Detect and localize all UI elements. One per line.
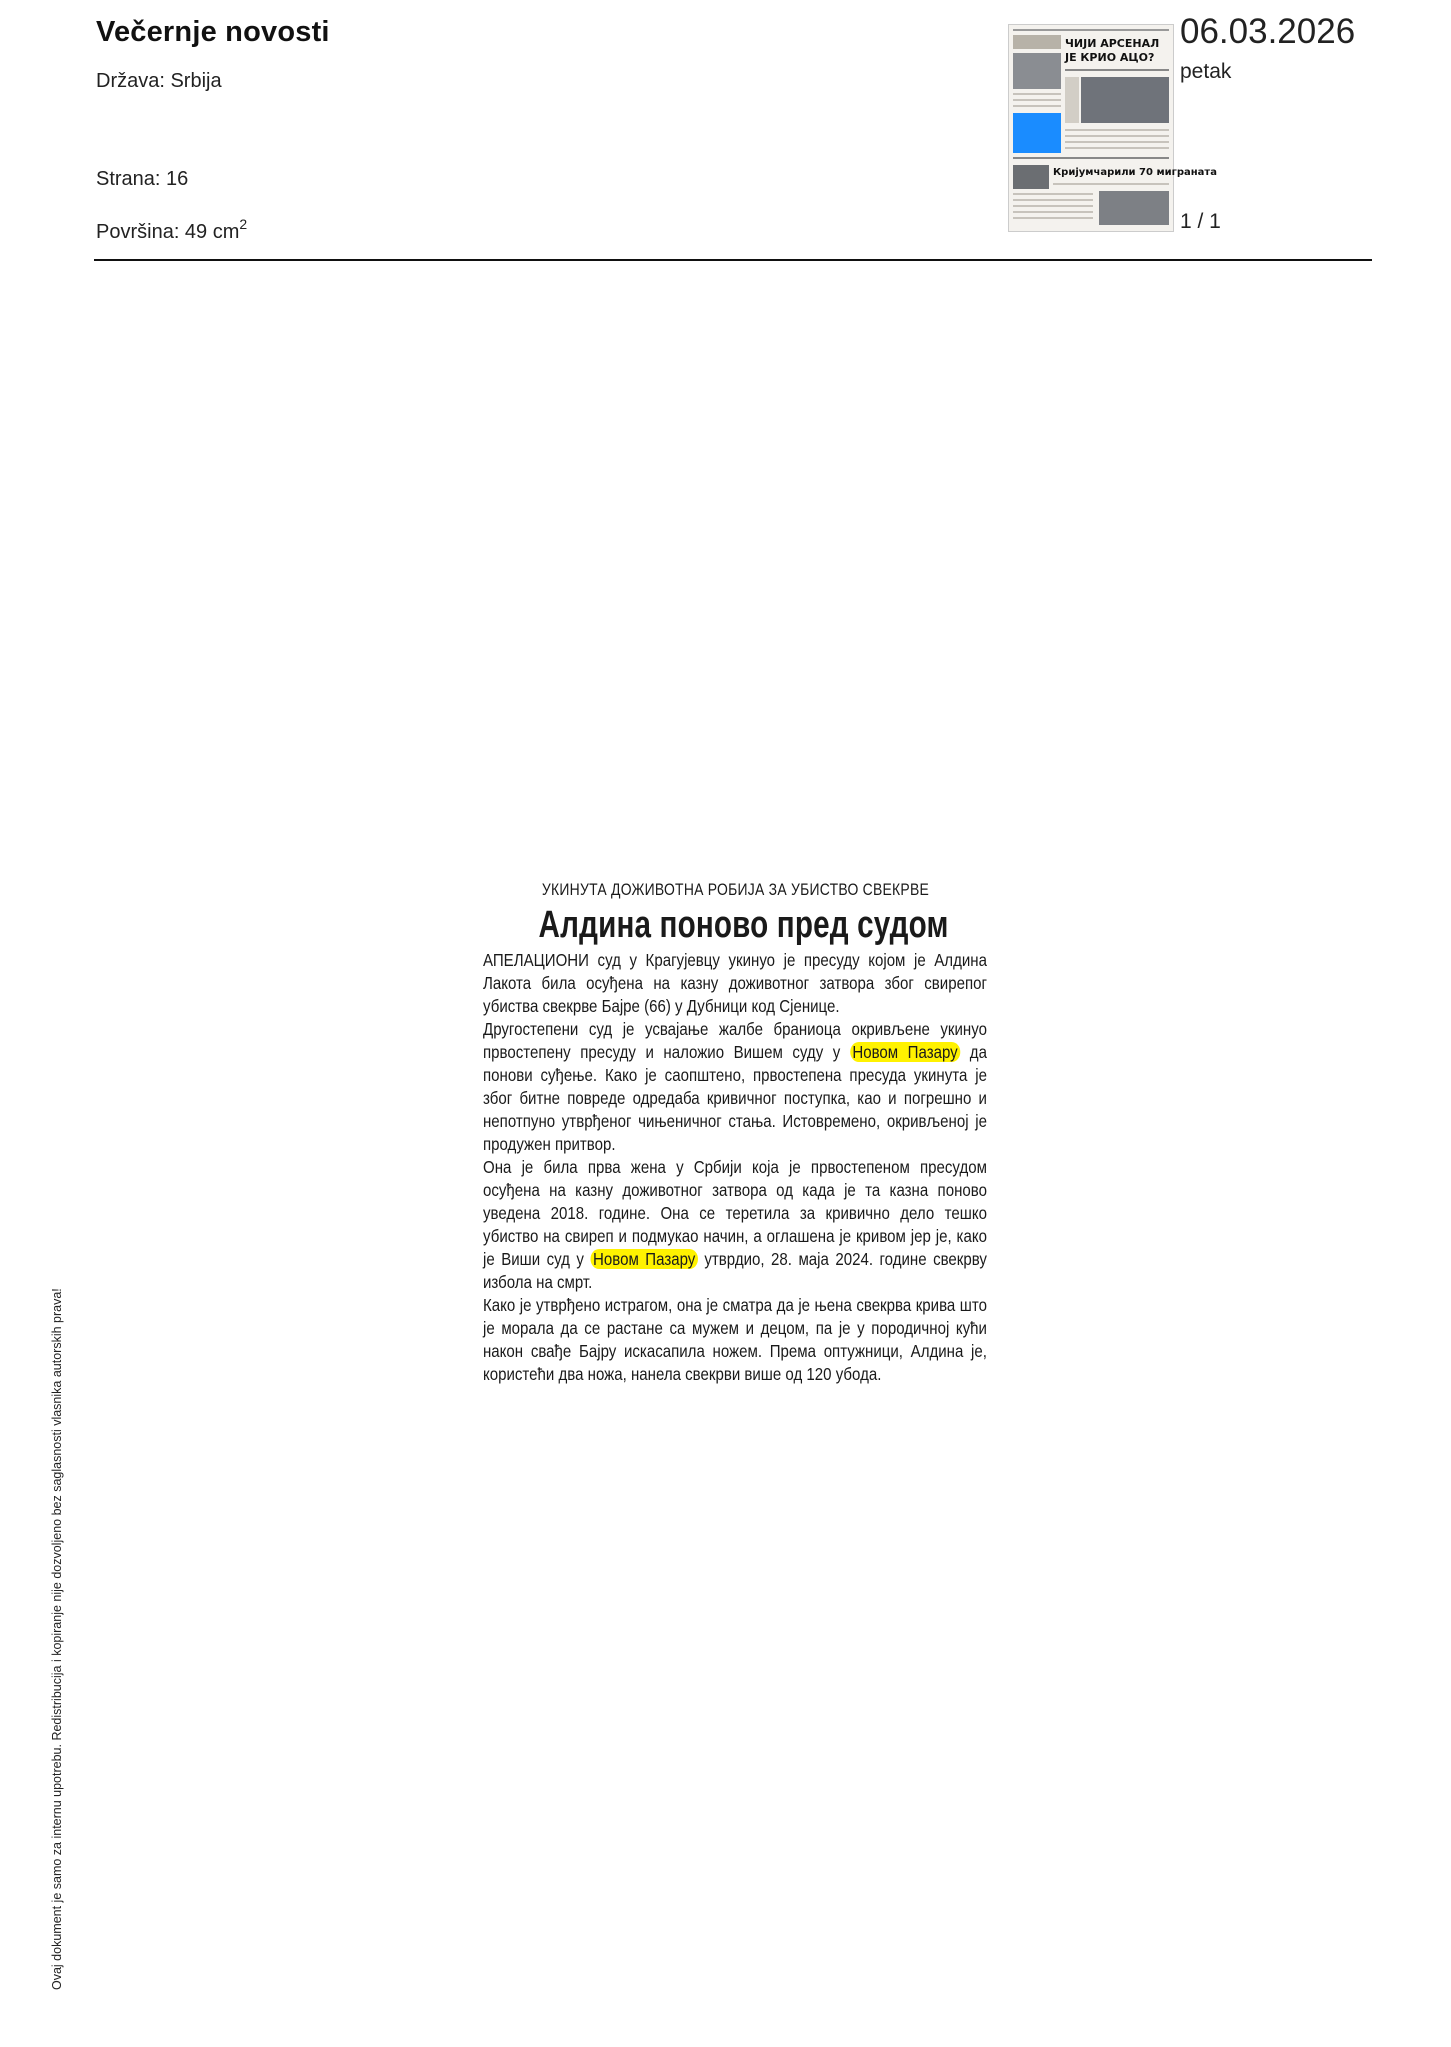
page-number-label: Strana: 16 <box>96 168 189 190</box>
area-value: Površina: 49 cm <box>96 221 240 243</box>
thumbnail-headline-2: ЈЕ КРИО АЦО? <box>1065 51 1155 64</box>
article-paragraph-3 <box>483 1156 987 1294</box>
copyright-notice: Ovaj dokument je samo za internu upotrebu. Redistribucija i kopiranje nije dozvoljeno bez saglasnosti vlasnika autorskih prava! <box>50 1288 64 1990</box>
article-kicker: УКИНУТА ДОЖИВОТНА РОБИЈА ЗА УБИСТВО СВЕКРВЕ <box>541 880 930 899</box>
thumbnail-headline-3: Кријумчарили 70 миграната <box>1053 167 1217 178</box>
thumbnail-blue-ad <box>1013 113 1061 153</box>
header-divider <box>94 259 1372 261</box>
paragraph-3-text-a: Она је била прва жена у Србији која је првостепеном пресудом осуђена на казну доживотног затвора од када је та казна поново уведена 2018. године. Она се теретила за кривично дело тешко убиство на свиреп и подмукао начин, а оглашена је кривом јер је, како је Виши суд у <box>483 1157 987 1269</box>
highlight-novi-pazar: Новом Пазару <box>850 1042 960 1062</box>
thumbnail-headline-1: ЧИЈИ АРСЕНАЛ <box>1065 37 1160 50</box>
issue-date: 06.03.2026 <box>1180 12 1356 51</box>
country-label: Država: Srbija <box>96 70 222 92</box>
article-paragraph-1: АПЕЛАЦИОНИ суд у Крагујевцу укинуо је пресуду којом је Алдина Лакота била осуђена на казну доживотног затвора због свирепог убиства свекрве Бајре (66) у Дубници код Сјенице. <box>483 950 987 1016</box>
article-paragraph-4: Како је утврђено истрагом, она је сматра да је њена свекрва крива што је морала да се растане са мужем и децом, па је у породичној кући након свађе Бајру искасапила ножем. Према оптужници, Алдина је, користећи два ножа, нанела свекрви више од 120 убода. <box>483 1295 987 1384</box>
article-headline: Алдина поново пред судом <box>538 904 949 946</box>
area-label <box>96 216 247 244</box>
publication-title: Večernje novosti <box>96 16 330 48</box>
highlight-novi-pazar: Новом Пазару <box>590 1249 697 1269</box>
paragraph-2-text-a: Другостепени суд је усвајање жалбе браниоца окривљене укинуо првостепену пресуду и наложио Вишем суду у <box>483 1019 987 1062</box>
document-header <box>0 0 1451 262</box>
article-paragraph-2 <box>483 1018 987 1156</box>
article-clipping <box>483 880 988 1386</box>
issue-weekday: petak <box>1180 60 1232 83</box>
paragraph-2-text-b: да понови суђење. Како је саопштено, првостепена пресуда укинута је због битне повреде одредаба кривичног поступка, као и погрешно и непотпуно утврђеног чињеничног стања. Истовремено, окривљеној је продужен притвор. <box>483 1042 987 1154</box>
page-count: 1 / 1 <box>1180 210 1221 233</box>
area-unit-sup: 2 <box>239 216 248 232</box>
paragraph-3-text-b: утврдио, 28. маја 2024. године свекрву избола на смрт. <box>483 1249 987 1292</box>
